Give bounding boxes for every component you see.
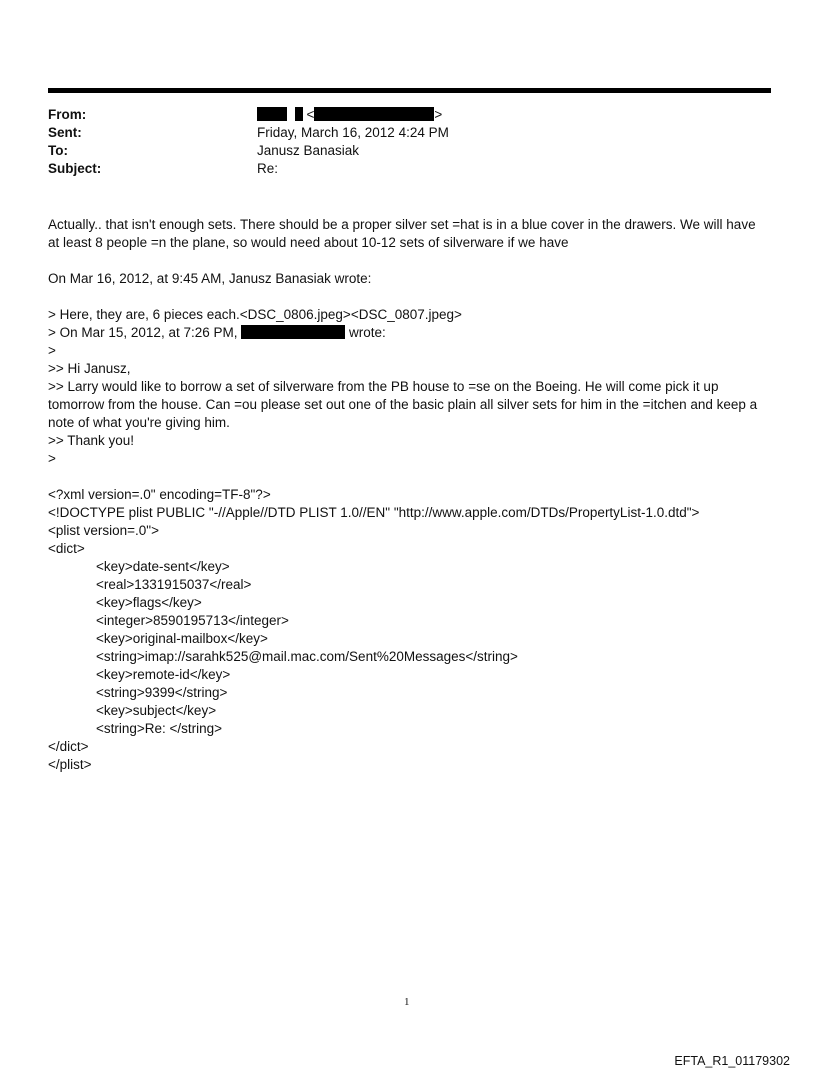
subject-label: Subject:: [48, 161, 102, 176]
redaction-block: [257, 107, 287, 121]
xml-line: <key>subject</key>: [96, 703, 217, 718]
redaction-block: [241, 325, 345, 339]
sent-label: Sent:: [48, 125, 82, 140]
from-label: From:: [48, 107, 87, 122]
page-number: 1: [404, 996, 410, 1008]
xml-line: <key>remote-id</key>: [96, 667, 231, 682]
redaction-block: [314, 107, 434, 121]
quote-line: >> Hi Janusz,: [48, 361, 131, 376]
xml-line: <real>1331915037</real>: [96, 577, 252, 592]
quote-line: > Here, they are, 6 pieces each.<DSC_0806.jpeg><DSC_0807.jpeg>: [48, 307, 462, 322]
quote-paragraph: >> Larry would like to borrow a set of silverware from the PB house to =se on the Boeing. He will come pick it up tomorrow from the house. Can =ou please set out one of the basic plain all silver sets for him in the =itchen and keep a note of what you're giving him.: [48, 379, 758, 430]
xml-line: <string>9399</string>: [96, 685, 228, 700]
xml-line: </plist>: [48, 757, 92, 772]
sent-value: Friday, March 16, 2012 4:24 PM: [257, 125, 449, 140]
xml-line: <plist version=.0">: [48, 523, 159, 538]
from-lt: <: [306, 107, 315, 122]
quote-line-suffix: wrote:: [349, 325, 386, 340]
xml-line: <!DOCTYPE plist PUBLIC "-//Apple//DTD PLIST 1.0//EN" "http://www.apple.com/DTDs/PropertyList-1.0.dtd">: [48, 505, 700, 520]
quote-attribution: On Mar 16, 2012, at 9:45 AM, Janusz Banasiak wrote:: [48, 271, 372, 286]
quote-line-prefix: > On Mar 15, 2012, at 7:26 PM,: [48, 325, 238, 340]
xml-line: <string>imap://sarahk525@mail.mac.com/Sent%20Messages</string>: [96, 649, 518, 664]
xml-line: <key>original-mailbox</key>: [96, 631, 268, 646]
xml-line: <key>flags</key>: [96, 595, 202, 610]
xml-line: <string>Re: </string>: [96, 721, 223, 736]
to-label: To:: [48, 143, 68, 158]
xml-line: <integer>8590195713</integer>: [96, 613, 289, 628]
redaction-block: [295, 107, 303, 121]
document-id: EFTA_R1_01179302: [674, 1054, 790, 1068]
quote-line: >: [48, 451, 56, 466]
quote-line: >: [48, 343, 56, 358]
xml-line: <key>date-sent</key>: [96, 559, 230, 574]
xml-line: <dict>: [48, 541, 85, 556]
xml-line: <?xml version=.0" encoding=TF-8"?>: [48, 487, 271, 502]
from-gt: >: [434, 107, 443, 122]
quote-line-with-redaction: [48, 324, 768, 342]
message-paragraph: Actually.. that isn't enough sets. There should be a proper silver set =hat is in a blue cover in the drawers. We will have at least 8 people =n the plane, so would need about 10-12 sets of silverware if we have: [48, 217, 756, 250]
header-rule: [48, 88, 771, 93]
from-value: [257, 106, 442, 124]
quote-line: >> Thank you!: [48, 433, 135, 448]
to-value: Janusz Banasiak: [257, 143, 360, 158]
subject-value: Re:: [257, 161, 279, 176]
xml-line: </dict>: [48, 739, 89, 754]
